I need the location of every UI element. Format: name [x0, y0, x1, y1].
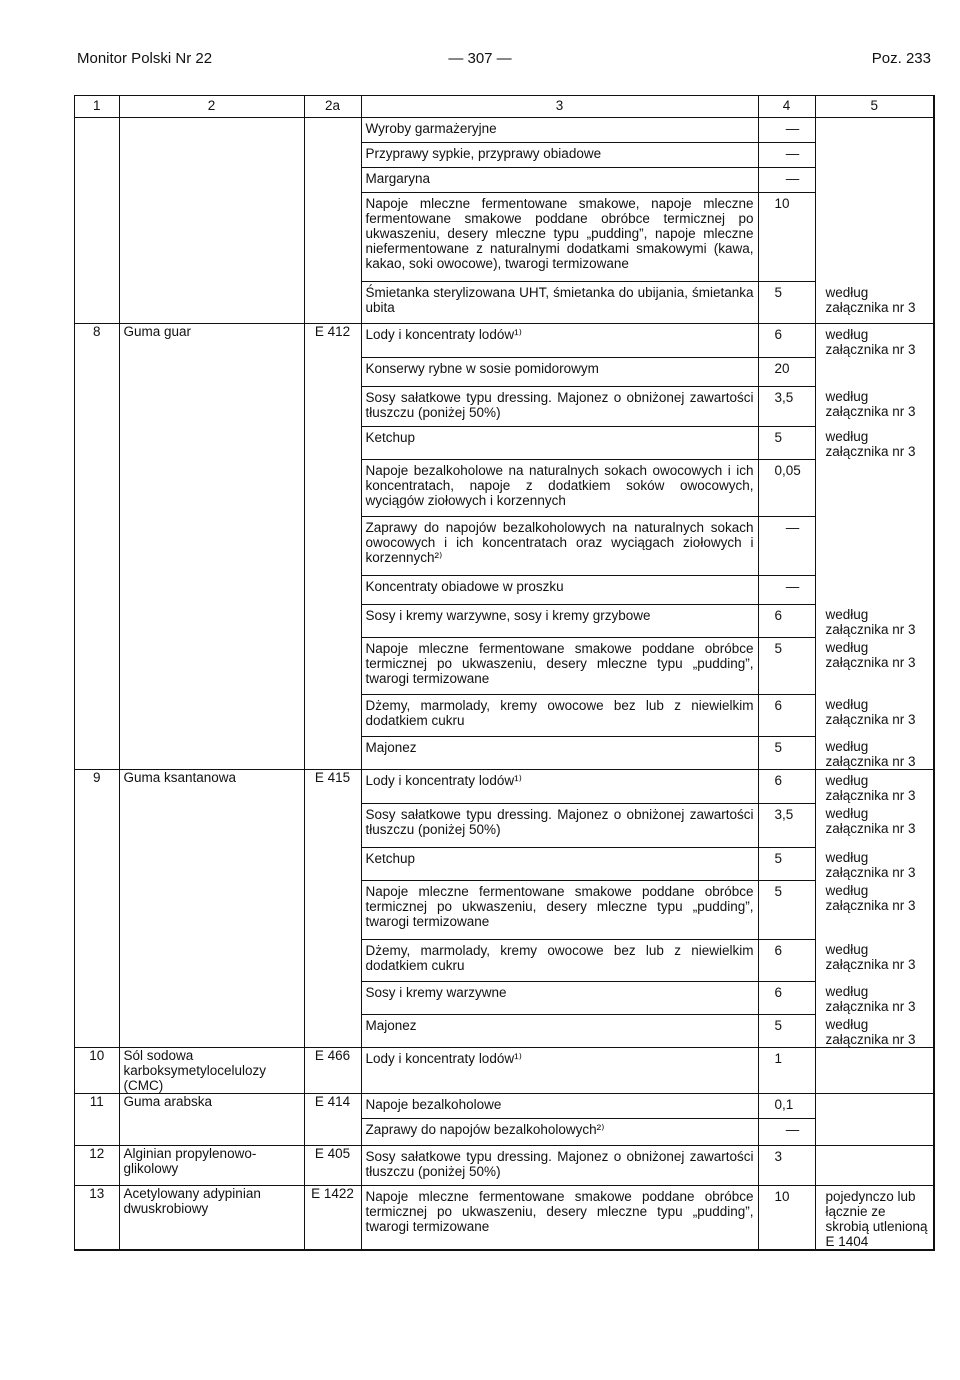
dose-cell: 6 — [758, 324, 815, 358]
product-cell: Koncentraty obiadowe w proszku — [361, 575, 758, 604]
additive-code — [304, 939, 361, 981]
additive-number — [75, 803, 119, 847]
note-cell — [815, 516, 933, 575]
table-row — [75, 168, 933, 193]
additive-code — [304, 516, 361, 575]
additive-number — [75, 939, 119, 981]
dose-cell: 3 — [758, 1146, 815, 1186]
dose-cell: 5 — [758, 1014, 815, 1048]
note-cell — [815, 168, 933, 193]
additive-number — [75, 575, 119, 604]
table-row — [75, 770, 933, 804]
additive-number: 9 — [75, 770, 119, 804]
column-header: 2a — [304, 96, 361, 118]
additive-name — [119, 803, 304, 847]
dose-cell: 5 — [758, 282, 815, 324]
table-row — [75, 604, 933, 637]
additive-number — [75, 637, 119, 694]
note-cell: według załącznika nr 3 — [825, 640, 916, 670]
additive-number — [75, 1014, 119, 1048]
table-row — [75, 637, 933, 694]
additive-code: E 466 — [304, 1048, 361, 1094]
additive-code — [304, 143, 361, 168]
note-cell — [815, 1048, 933, 1094]
note-cell: według załącznika nr 3 — [825, 697, 916, 727]
table-row — [75, 981, 933, 1014]
product-cell: Napoje bezalkoholowe na naturalnych sokach owocowych i ich koncentratach, napoje z dodatkiem soków owocowych, wyciągów ziołowych i korzennych — [361, 459, 758, 516]
additive-number: 8 — [75, 324, 119, 358]
dose-cell: 5 — [758, 880, 815, 939]
additive-name: Guma ksantanowa — [119, 770, 304, 804]
dose-cell: 5 — [758, 637, 815, 694]
additive-code — [304, 694, 361, 736]
additive-number: 13 — [75, 1186, 119, 1250]
additive-name: Acetylowany adypinian dwuskrobiowy — [119, 1186, 304, 1250]
product-cell: Majonez — [361, 736, 758, 770]
additive-number — [75, 168, 119, 193]
note-cell: pojedynczo lub łącznie ze skrobią utlenioną E 1404 — [815, 1186, 933, 1250]
additive-name — [119, 459, 304, 516]
additive-name — [119, 981, 304, 1014]
product-cell: Napoje mleczne fermentowane smakowe poddane obróbce termicznej po ukwaszeniu, desery mleczne typu „pudding”, twarogi termizowane — [361, 637, 758, 694]
table-row — [75, 1048, 933, 1094]
dose-cell: 6 — [758, 694, 815, 736]
table-row — [75, 1094, 933, 1119]
note-cell: według załącznika nr 3 — [825, 850, 916, 880]
note-cell: według załącznika nr 3 — [825, 429, 916, 459]
dose-cell: 5 — [758, 736, 815, 770]
dose-cell: 10 — [758, 1186, 815, 1250]
additive-name — [119, 282, 304, 324]
additive-name — [119, 939, 304, 981]
additive-name — [119, 847, 304, 880]
additive-code: E 1422 — [304, 1186, 361, 1250]
note-cell: według załącznika nr 3 — [825, 883, 916, 913]
additive-code — [304, 637, 361, 694]
note-cell — [815, 575, 933, 604]
dose-cell: 1 — [758, 1048, 815, 1094]
table-row — [75, 694, 933, 736]
additive-code — [304, 1014, 361, 1048]
dose-cell: 3,5 — [758, 803, 815, 847]
additive-code — [304, 357, 361, 386]
additive-name — [119, 604, 304, 637]
product-cell: Napoje mleczne fermentowane smakowe poddane obróbce termicznej po ukwaszeniu, desery mleczne typu „pudding”, twarogi termizowane — [361, 880, 758, 939]
additive-name: Guma arabska — [119, 1094, 304, 1119]
table-row — [75, 939, 933, 981]
product-cell: Zaprawy do napojów bezalkoholowych²⁾ — [361, 1119, 758, 1146]
note-cell — [815, 459, 933, 516]
dose-cell: 0,05 — [758, 459, 815, 516]
note-cell: według załącznika nr 3 — [825, 1017, 916, 1047]
note-cell: według załącznika nr 3 — [825, 607, 916, 637]
note-cell: według załącznika nr 3 — [825, 389, 916, 419]
dose-cell: — — [758, 516, 815, 575]
additive-name — [119, 143, 304, 168]
table-row — [75, 1146, 933, 1186]
product-cell: Dżemy, marmolady, kremy owocowe bez lub z niewielkim dodatkiem cukru — [361, 939, 758, 981]
dose-cell: — — [758, 1119, 815, 1146]
product-cell: Napoje mleczne fermentowane smakowe poddane obróbce termicznej po ukwaszeniu, desery mleczne typu „pudding”, twarogi termizowane — [361, 1186, 758, 1250]
additive-code — [304, 604, 361, 637]
table-row — [75, 1186, 933, 1250]
additive-name: Guma guar — [119, 324, 304, 358]
additive-number — [75, 426, 119, 459]
additives-table — [74, 95, 935, 1251]
additive-name — [119, 1014, 304, 1048]
additive-name: Alginian propylenowo-glikolowy — [119, 1146, 304, 1186]
dose-cell: — — [758, 118, 815, 143]
column-header: 2 — [119, 96, 304, 118]
table-row — [75, 282, 933, 324]
table-row — [75, 143, 933, 168]
additive-number — [75, 386, 119, 426]
product-cell: Zaprawy do napojów bezalkoholowych na naturalnych sokach owocowych i ich koncentratach oraz wyciągach ziołowych i korzennych²⁾ — [361, 516, 758, 575]
product-cell: Ketchup — [361, 847, 758, 880]
additive-name — [119, 193, 304, 282]
dose-cell: 10 — [758, 193, 815, 282]
table-row — [75, 847, 933, 880]
additive-number — [75, 981, 119, 1014]
table-row — [75, 516, 933, 575]
product-cell: Margaryna — [361, 168, 758, 193]
table-row — [75, 324, 933, 358]
additive-number — [75, 1119, 119, 1146]
additive-number — [75, 694, 119, 736]
additive-number — [75, 193, 119, 282]
additive-number — [75, 118, 119, 143]
additive-code — [304, 459, 361, 516]
product-cell: Lody i koncentraty lodów¹⁾ — [361, 770, 758, 804]
column-header: 3 — [361, 96, 758, 118]
note-cell: według załącznika nr 3 — [825, 739, 916, 769]
dose-cell: 0,1 — [758, 1094, 815, 1119]
dose-cell: 6 — [758, 770, 815, 804]
dose-cell: 6 — [758, 981, 815, 1014]
note-cell — [815, 193, 933, 282]
additive-code — [304, 575, 361, 604]
dose-cell: 5 — [758, 847, 815, 880]
additive-number — [75, 282, 119, 324]
table-row — [75, 1119, 933, 1146]
note-cell — [815, 1119, 933, 1146]
table-row — [75, 736, 933, 770]
additive-code — [304, 847, 361, 880]
product-cell: Konserwy rybne w sosie pomidorowym — [361, 357, 758, 386]
additive-code — [304, 981, 361, 1014]
product-cell: Sosy i kremy warzywne, sosy i kremy grzybowe — [361, 604, 758, 637]
product-cell: Napoje mleczne fermentowane smakowe, napoje mleczne fermentowane smakowe poddane obróbce termicznej po ukwaszeniu, desery mleczne typu „pudding”, napoje mleczne niefermentowane z naturalnymi dodatkami smakowymi (kawa, kakao, soki owocowe), twarogi termizowane — [361, 193, 758, 282]
dose-cell: 6 — [758, 604, 815, 637]
additive-number: 10 — [75, 1048, 119, 1094]
note-cell: według załącznika nr 3 — [825, 942, 916, 972]
additive-name — [119, 1119, 304, 1146]
dose-cell: — — [758, 168, 815, 193]
additive-code: E 412 — [304, 324, 361, 358]
table-row — [75, 357, 933, 386]
product-cell: Dżemy, marmolady, kremy owocowe bez lub z niewielkim dodatkiem cukru — [361, 694, 758, 736]
additive-code — [304, 426, 361, 459]
column-header: 1 — [75, 96, 119, 118]
column-header: 4 — [758, 96, 815, 118]
additive-code: E 405 — [304, 1146, 361, 1186]
additive-name — [119, 694, 304, 736]
additive-code — [304, 282, 361, 324]
product-cell: Śmietanka sterylizowana UHT, śmietanka do ubijania, śmietanka ubita — [361, 282, 758, 324]
additive-name — [119, 357, 304, 386]
product-cell: Wyroby garmażeryjne — [361, 118, 758, 143]
dose-cell: — — [758, 575, 815, 604]
note-cell: według załącznika nr 3 — [825, 984, 916, 1014]
table-row — [75, 193, 933, 282]
position-number: Poz. 233 — [871, 50, 931, 67]
product-cell: Ketchup — [361, 426, 758, 459]
dose-cell: 3,5 — [758, 386, 815, 426]
dose-cell: 20 — [758, 357, 815, 386]
table-row — [75, 1014, 933, 1048]
note-cell — [815, 1094, 933, 1119]
dose-cell: 5 — [758, 426, 815, 459]
additive-name — [119, 575, 304, 604]
additive-number: 11 — [75, 1094, 119, 1119]
additive-number: 12 — [75, 1146, 119, 1186]
dose-cell: — — [758, 143, 815, 168]
table-row — [75, 880, 933, 939]
product-cell: Przyprawy sypkie, przyprawy obiadowe — [361, 143, 758, 168]
product-cell: Sosy sałatkowe typu dressing. Majonez o obniżonej zawartości tłuszczu (poniżej 50%) — [361, 803, 758, 847]
additive-code — [304, 386, 361, 426]
additive-code — [304, 1119, 361, 1146]
additive-name — [119, 168, 304, 193]
additive-number — [75, 880, 119, 939]
additive-number — [75, 516, 119, 575]
additive-number — [75, 459, 119, 516]
note-cell — [815, 118, 933, 143]
product-cell: Napoje bezalkoholowe — [361, 1094, 758, 1119]
product-cell: Sosy sałatkowe typu dressing. Majonez o obniżonej zawartości tłuszczu (poniżej 50%) — [361, 1146, 758, 1186]
additive-number — [75, 736, 119, 770]
note-cell: według załącznika nr 3 — [825, 284, 916, 315]
journal-title: Monitor Polski Nr 22 — [77, 50, 213, 67]
product-cell: Lody i koncentraty lodów¹⁾ — [361, 324, 758, 358]
column-header: 5 — [815, 96, 933, 118]
additive-code — [304, 168, 361, 193]
additive-number — [75, 847, 119, 880]
additive-code — [304, 193, 361, 282]
additive-name: Sól sodowa karboksymetylocelulozy (CMC) — [119, 1048, 304, 1094]
note-cell: według załącznika nr 3 — [825, 806, 916, 836]
dose-cell: 6 — [758, 939, 815, 981]
product-cell: Lody i koncentraty lodów¹⁾ — [361, 1048, 758, 1094]
note-cell — [815, 357, 933, 386]
table-row — [75, 426, 933, 459]
additive-number — [75, 604, 119, 637]
additive-code — [304, 803, 361, 847]
page-number: — 307 — — [448, 50, 512, 67]
additive-name — [119, 736, 304, 770]
table-row — [75, 386, 933, 426]
note-cell — [815, 143, 933, 168]
additive-name — [119, 516, 304, 575]
additive-name — [119, 118, 304, 143]
additive-number — [75, 357, 119, 386]
table-row — [75, 803, 933, 847]
product-cell: Sosy sałatkowe typu dressing. Majonez o obniżonej zawartości tłuszczu (poniżej 50%) — [361, 386, 758, 426]
additive-name — [119, 637, 304, 694]
table-row — [75, 459, 933, 516]
table-row — [75, 118, 933, 143]
note-cell: według załącznika nr 3 — [815, 324, 933, 358]
column-header-row — [75, 96, 933, 118]
note-cell — [815, 1146, 933, 1186]
additive-name — [119, 386, 304, 426]
additive-code: E 414 — [304, 1094, 361, 1119]
additive-name — [119, 880, 304, 939]
note-cell: według załącznika nr 3 — [815, 770, 933, 804]
additive-code — [304, 736, 361, 770]
additive-code — [304, 880, 361, 939]
table-row — [75, 575, 933, 604]
additive-name — [119, 426, 304, 459]
additive-code — [304, 118, 361, 143]
product-cell: Majonez — [361, 1014, 758, 1048]
product-cell: Sosy i kremy warzywne — [361, 981, 758, 1014]
additive-code: E 415 — [304, 770, 361, 804]
additive-number — [75, 143, 119, 168]
